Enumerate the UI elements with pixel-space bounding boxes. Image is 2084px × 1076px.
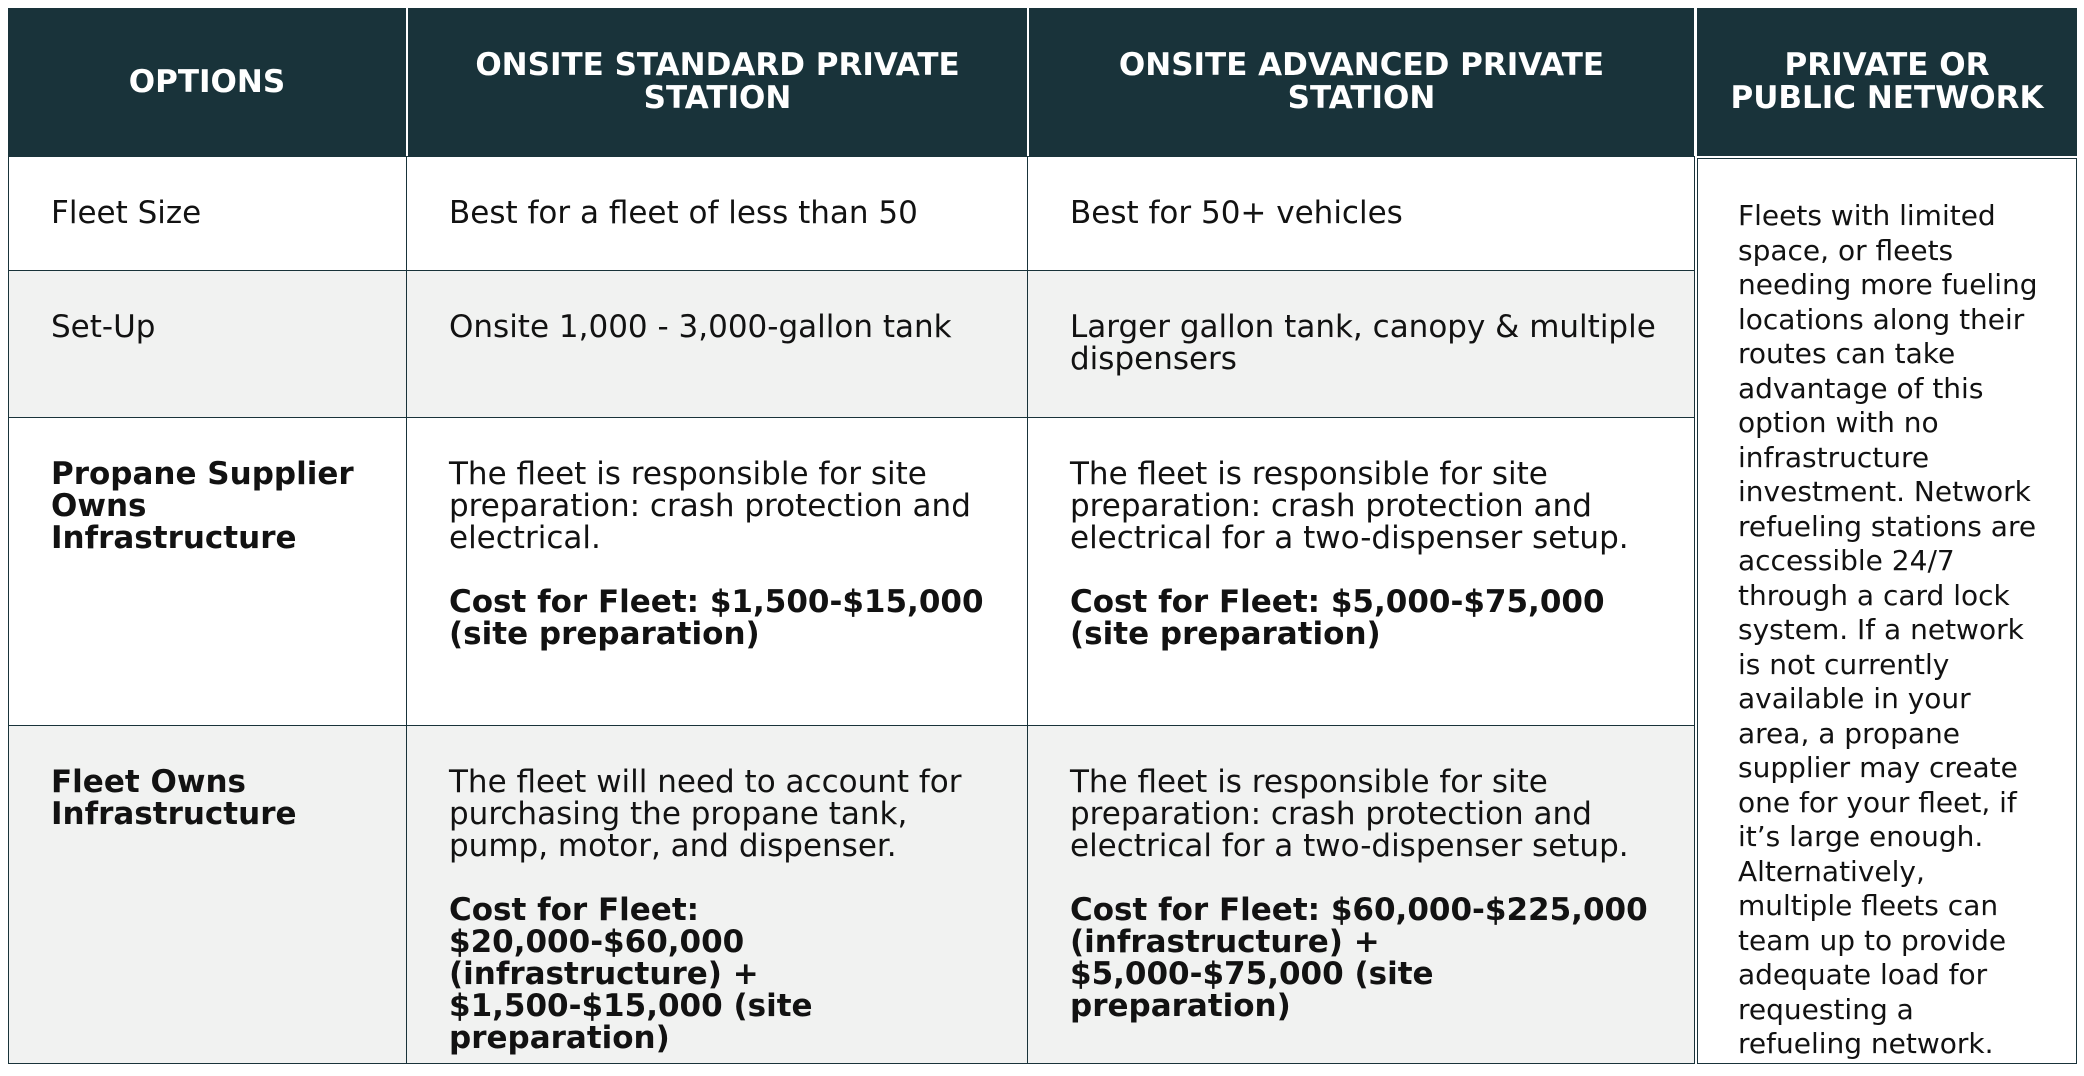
cell-text: The fleet is responsible for site preparation: crash protection and electrical for a two-dispenser setup. bbox=[1070, 764, 1629, 864]
row-label-set-up bbox=[8, 270, 408, 418]
cell-text: Best for a fleet of less than 50 bbox=[449, 195, 918, 231]
network-description-cell bbox=[1697, 158, 2077, 1064]
header-options: OPTIONS bbox=[8, 8, 406, 156]
header-network: PRIVATE OR PUBLIC NETWORK bbox=[1697, 8, 2077, 156]
header-onsite-standard: ONSITE STANDARD PRIVATE STATION bbox=[408, 8, 1027, 156]
cost-text: Cost for Fleet: $5,000-$75,000 (site preparation) bbox=[1070, 584, 1605, 652]
header-onsite-advanced: ONSITE ADVANCED PRIVATE STATION bbox=[1029, 8, 1694, 156]
cell-standard-set-up bbox=[406, 270, 1029, 418]
cost-text: Cost for Fleet: $1,500-$15,000 (site preparation) bbox=[449, 584, 984, 652]
cost-text: Cost for Fleet: $20,000-$60,000 (infrastructure) + $1,500-$15,000 (site preparation) bbox=[449, 892, 813, 1056]
row-label-text: Set-Up bbox=[51, 309, 156, 345]
cell-advanced-set-up bbox=[1027, 270, 1695, 418]
row-label-text: Fleet Owns Infrastructure bbox=[51, 764, 297, 832]
cell-advanced-supplier-owns bbox=[1027, 417, 1695, 726]
cell-standard-fleet-owns bbox=[406, 725, 1029, 1064]
row-label-supplier-owns bbox=[8, 417, 408, 726]
cell-advanced-fleet-owns bbox=[1027, 725, 1695, 1064]
cell-advanced-fleet-size bbox=[1027, 156, 1695, 271]
row-label-text: Propane Supplier Owns Infrastructure bbox=[51, 456, 354, 556]
row-label-fleet-owns bbox=[8, 725, 408, 1064]
cell-text: Larger gallon tank, canopy & multiple dispensers bbox=[1070, 309, 1656, 377]
cell-text: Onsite 1,000 - 3,000-gallon tank bbox=[449, 309, 952, 345]
cell-text: The fleet is responsible for site preparation: crash protection and electrical for a two-dispenser setup. bbox=[1070, 456, 1629, 556]
cell-text: The fleet will need to account for purchasing the propane tank, pump, motor, and dispenser. bbox=[449, 764, 962, 864]
network-description-text: Fleets with limited space, or fleets needing more fueling locations along their routes can take advantage of this option with no infrastructure investment. Network refueling stations are accessible 24/7 through a card lock system. If a network is not currently available in your area, a propane supplier may create one for your fleet, if it’s large enough. Alternatively, multiple fleets can team up to provide adequate load for requesting a refueling network. bbox=[1738, 199, 2038, 1060]
cell-text: Best for 50+ vehicles bbox=[1070, 195, 1403, 231]
cell-text: The fleet is responsible for site preparation: crash protection and electrical. bbox=[449, 456, 971, 556]
cell-standard-fleet-size bbox=[406, 156, 1029, 271]
row-label-text: Fleet Size bbox=[51, 195, 202, 231]
cell-standard-supplier-owns bbox=[406, 417, 1029, 726]
row-label-fleet-size bbox=[8, 156, 408, 271]
cost-text: Cost for Fleet: $60,000-$225,000 (infrastructure) + $5,000-$75,000 (site preparation) bbox=[1070, 892, 1648, 1024]
